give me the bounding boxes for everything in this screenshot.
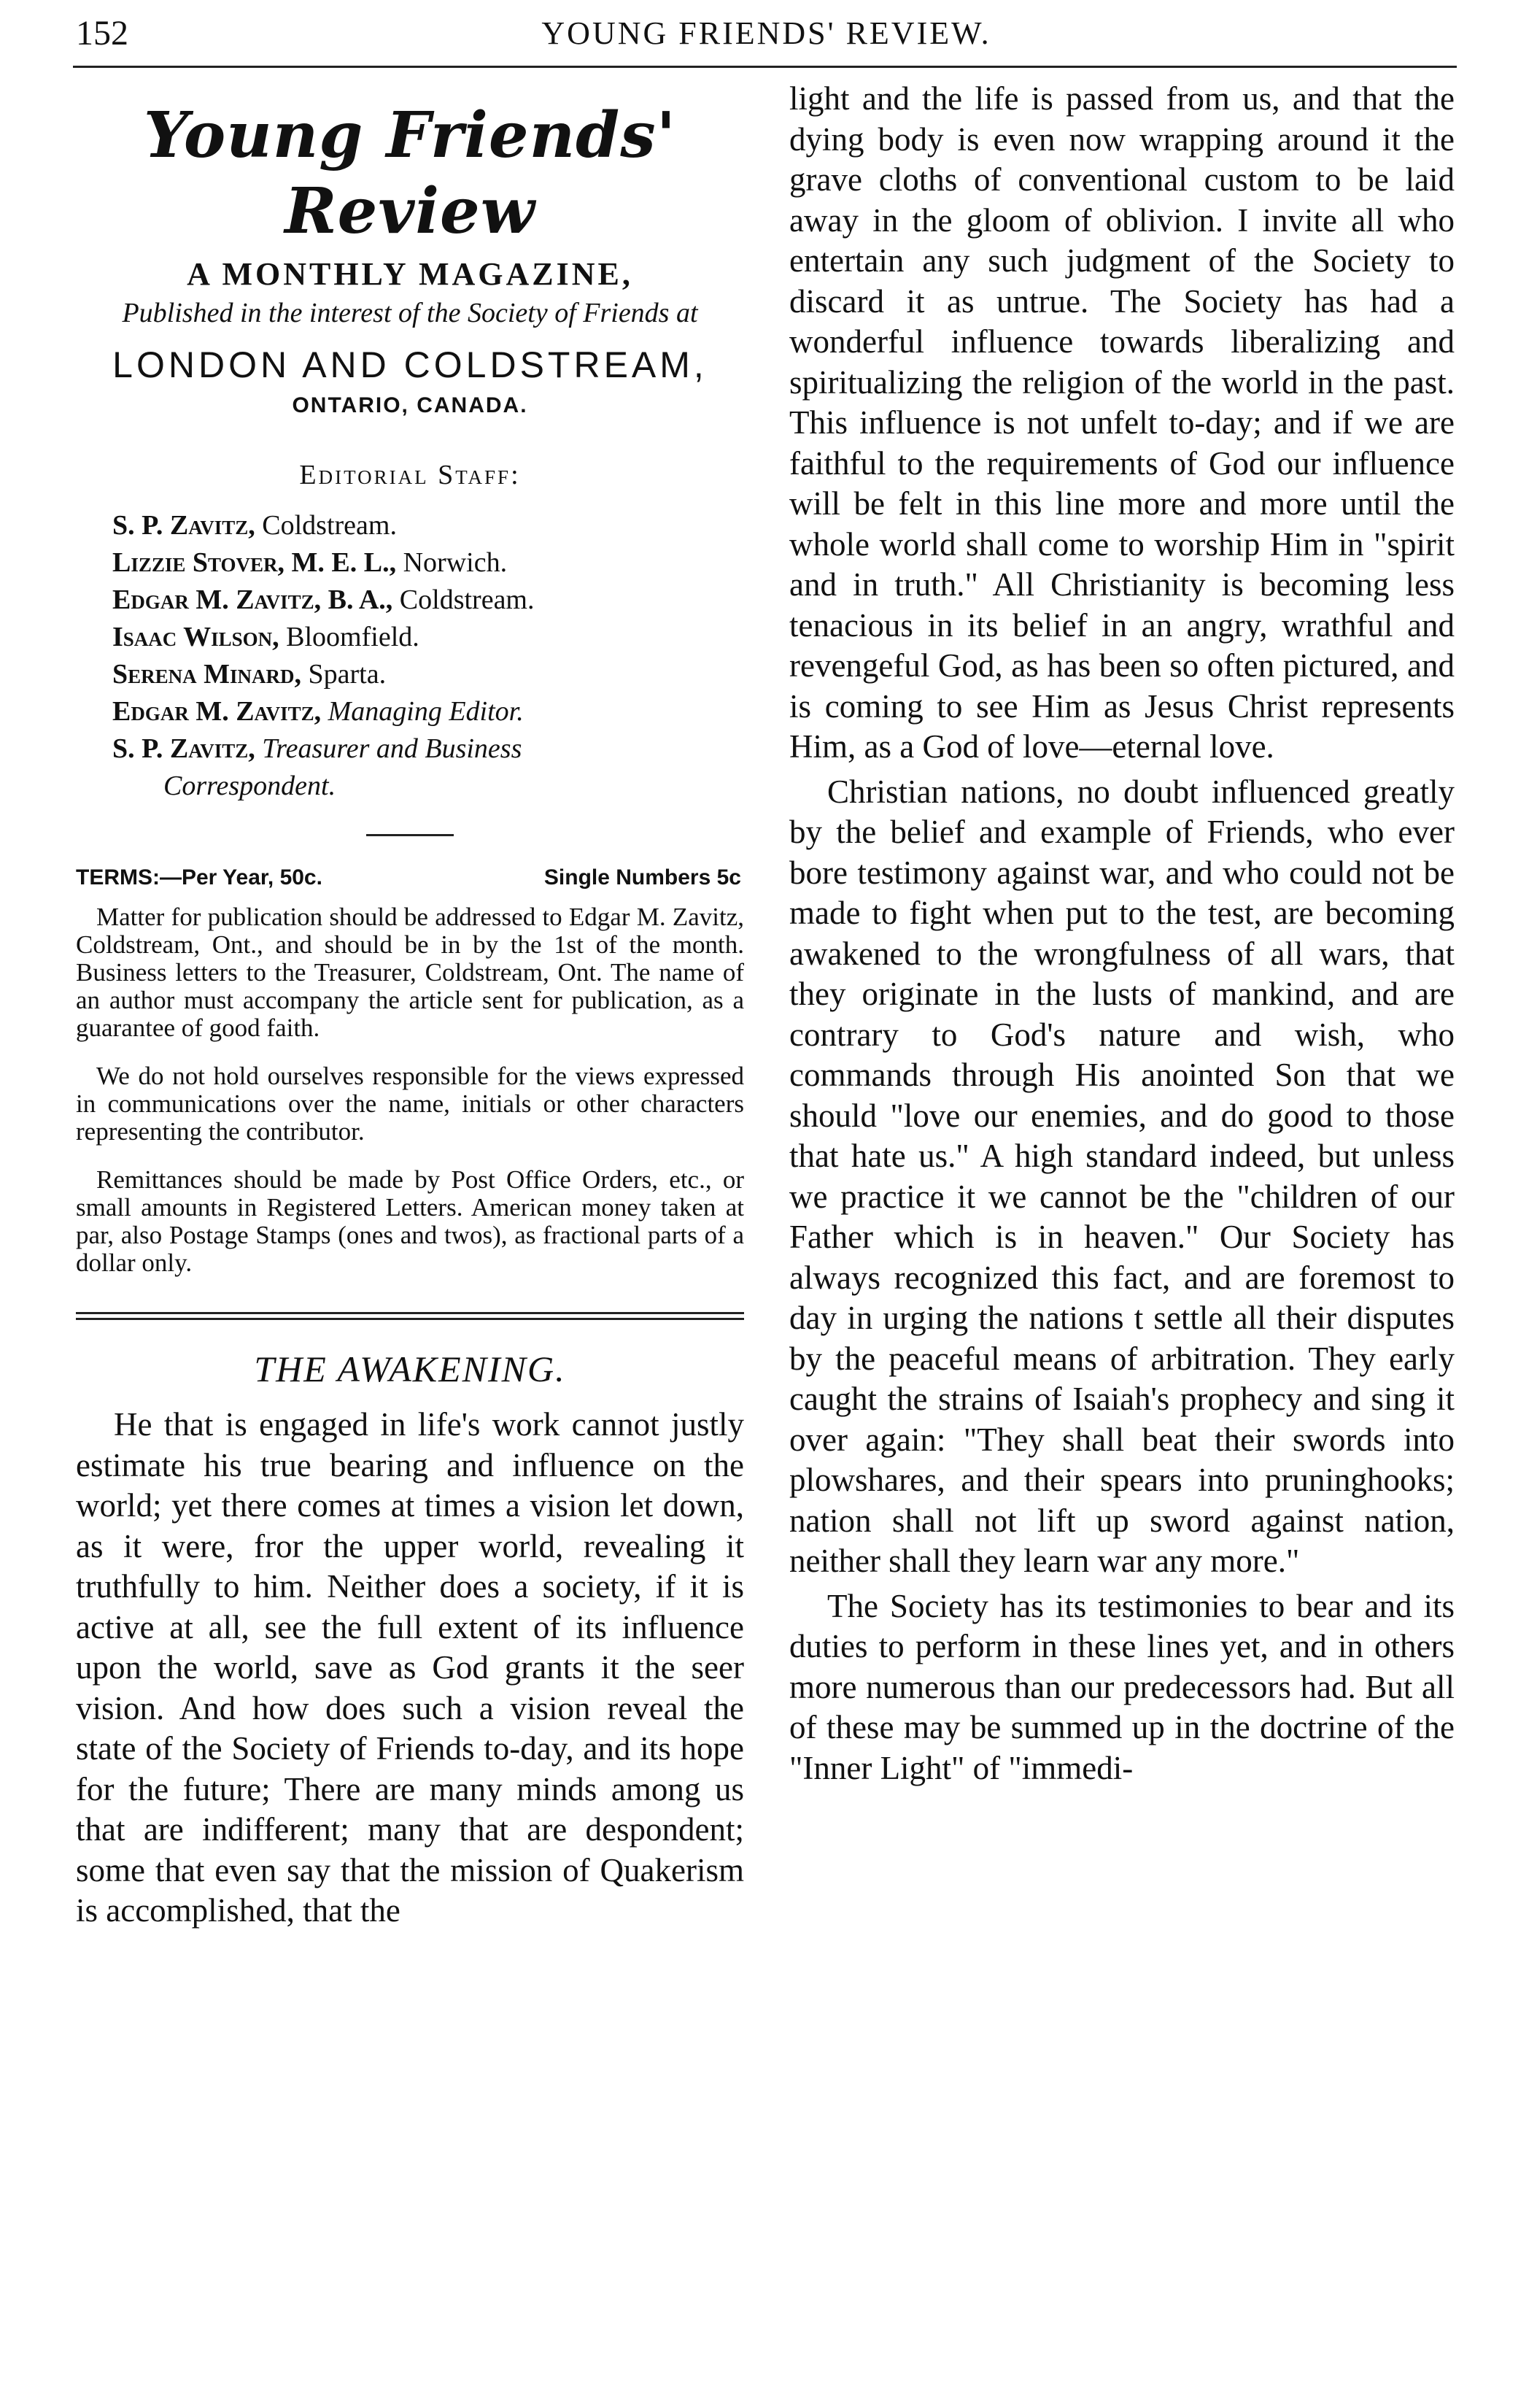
staff-role: Treasurer and Business	[262, 733, 522, 764]
staff-name: Serena Minard,	[112, 659, 302, 690]
masthead-province: ONTARIO, CANADA.	[292, 393, 528, 417]
article-paragraph: Christian nations, no doubt influenced greatly by the belief and example of Friends, who ever bore testimony against war, and who could not be made to fight when put to the test, are becoming awakened to the wrongfulness of all wars, that they originate in the lusts of mankind, and are contrary to God's nature and wish, who commands through His anointed Son that we should "love our enemies, and do good to those that hate us." A high standard indeed, but unless we practice it we cannot be the "children of our Father which is in heaven." Our Society has always recognized this fact, and are foremost to day in urging the nations t settle all their disputes by the peaceful means of arbitration. They early caught the strains of Isaiah's prophecy and sing it over again: "They shall beat their swords into plowshares, and their spears into pruninghooks; nation shall not lift up sword against nation, neither shall they learn war any more."	[789, 773, 1455, 1579]
masthead-published: Published in the interest of the Society of Friends at	[122, 298, 698, 328]
staff-place: Coldstream.	[262, 510, 397, 541]
section-rule	[366, 834, 454, 836]
masthead-subtitle: A MONTHLY MAGAZINE,	[187, 256, 633, 292]
staff-member	[112, 544, 744, 582]
staff-member	[112, 730, 744, 805]
notice-paragraph: We do not hold ourselves responsible for the views expressed in communications over the name, initials or other characters representing the contributor.	[76, 1062, 744, 1146]
terms-line	[76, 865, 744, 890]
staff-list	[76, 507, 744, 805]
staff-member	[112, 582, 744, 619]
staff-place: Bloomfield.	[286, 622, 419, 652]
staff-name: Edgar M. Zavitz, B. A.,	[112, 584, 393, 615]
article-paragraph: light and the life is passed from us, and that the dying body is even now wrapping around it the grave cloths of conventional custom to be laid away in the gloom of oblivion. I invite all who entertain any such judgment of the Society to discard it as untrue. The Society has had a wonderful influence towards liberalizing and spiritualizing the religion of the world in the past. This influence is not unfelt to-day; and if we are faithful to the requirements of God our influence will be felt in this line more and more until the whole world shall come to worship Him in "spirit and in truth." All Christianity is becoming less tenacious in its belief in an angry, wrathful and revengeful God, as has been so often pictured, and is coming to see Him as Jesus Christ represents Him, as a God of love—eternal love.	[789, 80, 1455, 765]
article-paragraph: The Society has its testimonies to bear and its duties to perform in these lines yet, and in others more numerous than our predecessors had. But all of these may be summed up in the doctrine of the "Inner Light" of "immedi-	[789, 1587, 1455, 1786]
staff-place: Coldstream.	[399, 584, 535, 615]
staff-name: Lizzie Stover, M. E. L.,	[112, 547, 397, 578]
right-column	[789, 79, 1455, 1793]
staff-name: Edgar M. Zavitz,	[112, 696, 322, 727]
left-column	[76, 79, 744, 1932]
staff-member	[112, 693, 744, 730]
staff-name: S. P. Zavitz,	[112, 733, 255, 764]
double-rule	[76, 1312, 744, 1320]
staff-name: S. P. Zavitz,	[112, 510, 255, 541]
header-rule	[73, 66, 1457, 68]
article-body-left	[76, 1405, 744, 1932]
notice-paragraph: Matter for publication should be addressed to Edgar M. Zavitz, Coldstream, Ont., and should be in by the 1st of the month. Business letters to the Treasurer, Coldstream, Ont. The name of an author must accompany the article sent for publication, as a guarantee of good faith.	[76, 903, 744, 1042]
staff-member	[112, 656, 744, 693]
running-title: YOUNG FRIENDS' REVIEW.	[541, 15, 991, 51]
terms-per-year: TERMS:—Per Year, 50c.	[76, 865, 322, 890]
page-number: 152	[76, 14, 128, 53]
article-paragraph: He that is engaged in life's work cannot justly estimate his true bearing and influence on the world; yet there comes at times a vision let down, as it were, fror the upper world, revealing it truthfully to him. Neither does a society, if it is active at all, see the full extent of its influence upon the world, save as God grants it the seer vision. And how does such a vision reveal the state of the Society of Friends to-day, and its hope for the future; There are many minds among us that are indifferent; many that are despondent; some that even say that the mission of Quakerism is accomplished, that the	[76, 1406, 744, 1929]
running-head	[76, 13, 1457, 57]
staff-member	[112, 507, 744, 544]
staff-heading: Editorial Staff:	[299, 460, 521, 490]
masthead-title: Young Friends' Review	[143, 99, 677, 248]
staff-role: Managing Editor.	[328, 696, 524, 727]
staff-member	[112, 619, 744, 656]
article-body-right	[789, 79, 1455, 1788]
staff-place: Norwich.	[403, 547, 508, 578]
notice-paragraph: Remittances should be made by Post Office Orders, etc., or small amounts in Registered Letters. American money taken at par, also Postage Stamps (ones and twos), as fractional parts of a dollar only.	[76, 1165, 744, 1277]
staff-role-continued: Correspondent.	[163, 771, 336, 801]
terms-single: Single Numbers 5c	[543, 865, 741, 890]
staff-place: Sparta.	[308, 659, 387, 690]
article-title: THE AWAKENING.	[254, 1348, 566, 1389]
masthead-city: LONDON AND COLDSTREAM,	[112, 344, 708, 385]
staff-name: Isaac Wilson,	[112, 622, 279, 652]
